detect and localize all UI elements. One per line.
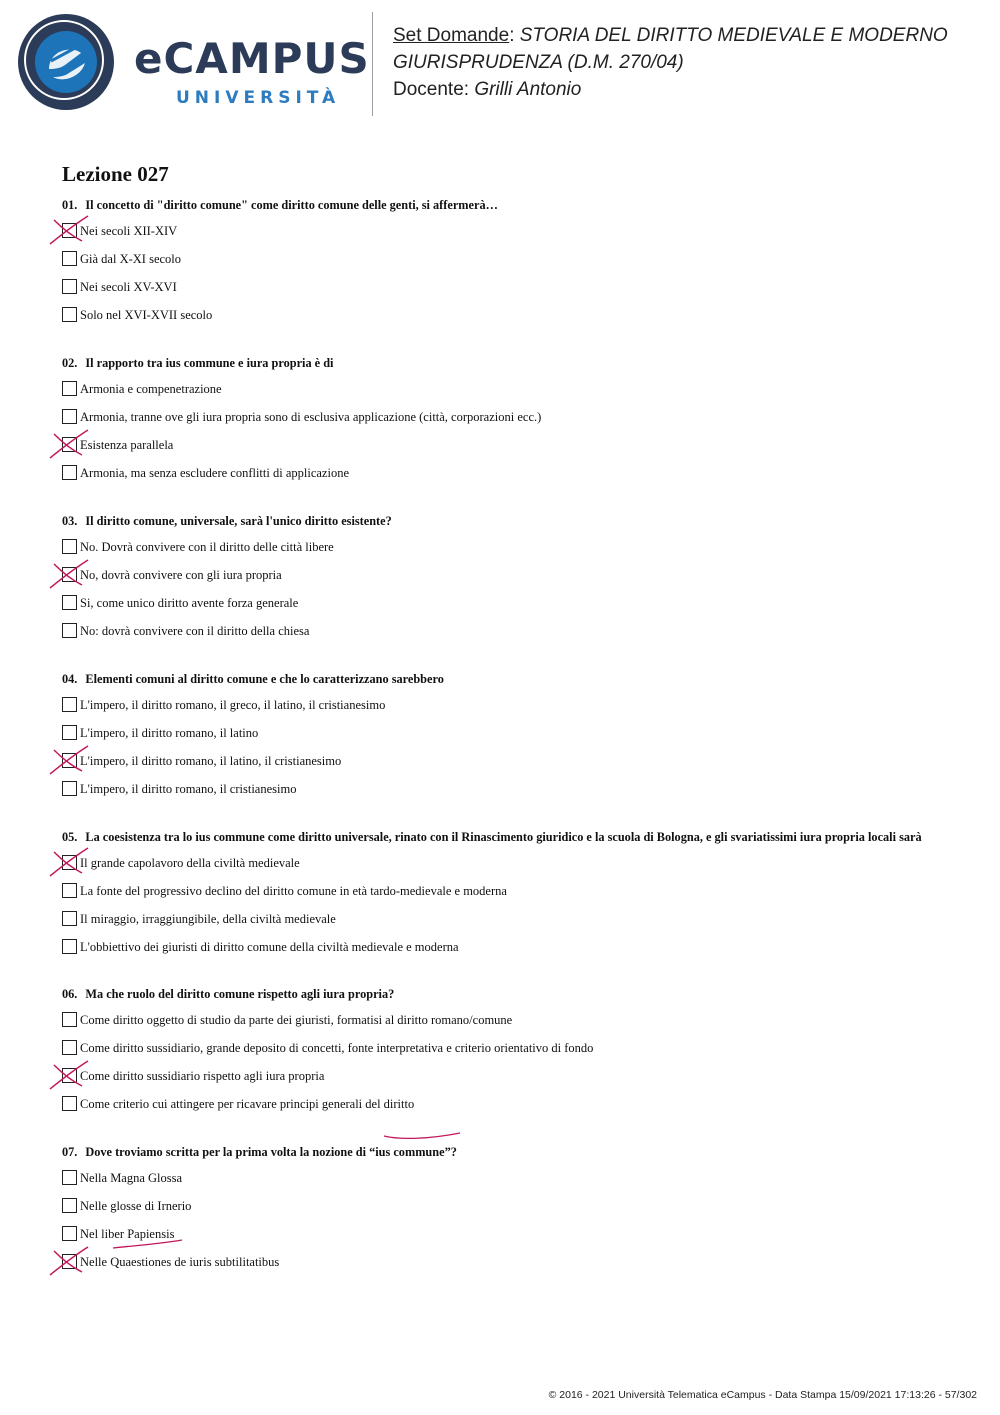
answer-checkbox[interactable] — [62, 595, 77, 610]
answer-option[interactable] — [62, 567, 942, 595]
answer-option[interactable] — [62, 939, 942, 967]
answer-checkbox[interactable] — [62, 381, 77, 396]
question-number: 02. — [62, 356, 78, 370]
answer-checkbox[interactable] — [62, 251, 77, 266]
answer-label: Il grande capolavoro della civiltà medievale — [80, 856, 300, 870]
question-block — [62, 514, 942, 651]
answer-option[interactable] — [62, 1012, 942, 1040]
answer-checkbox[interactable] — [62, 939, 77, 954]
page-footer: © 2016 - 2021 Università Telematica eCampus - Data Stampa 15/09/2021 17:13:26 - 57/302 — [548, 1389, 977, 1401]
answer-checkbox[interactable] — [62, 409, 77, 424]
question-block — [62, 672, 942, 809]
question-number: 03. — [62, 514, 78, 528]
answer-checkbox[interactable] — [62, 1170, 77, 1185]
answer-checkbox[interactable] — [62, 1012, 77, 1027]
answer-option[interactable] — [62, 1226, 942, 1254]
answer-checkbox[interactable] — [62, 911, 77, 926]
answer-label: Si, come unico diritto avente forza generale — [80, 596, 299, 610]
question-text: Il rapporto tra ius commune e iura propria è di — [85, 356, 334, 370]
answer-label: Nel liber Papiensis — [80, 1227, 175, 1241]
answer-checkbox[interactable] — [62, 465, 77, 480]
question-number: 05. — [62, 830, 78, 844]
answer-label: L'impero, il diritto romano, il latino, il cristianesimo — [80, 754, 342, 768]
question-number: 04. — [62, 672, 78, 686]
question-title — [62, 830, 942, 844]
answer-label: Come criterio cui attingere per ricavare principi generali del diritto — [80, 1097, 415, 1111]
set-separator: : — [509, 25, 520, 46]
answer-option[interactable] — [62, 279, 942, 307]
answer-label: Come diritto sussidiario, grande deposito di concetti, fonte interpretativa e criterio orientativo di fondo — [80, 1041, 594, 1055]
question-title — [62, 514, 942, 528]
question-text: Il diritto comune, universale, sarà l'unico diritto esistente? — [85, 514, 392, 528]
answer-option[interactable] — [62, 1170, 942, 1198]
question-title — [62, 987, 942, 1001]
answer-label: No, dovrà convivere con gli iura propria — [80, 568, 282, 582]
answer-option[interactable] — [62, 781, 942, 809]
course-info — [393, 22, 948, 103]
question-block — [62, 356, 942, 493]
answer-option[interactable] — [62, 753, 942, 781]
question-title — [62, 356, 942, 370]
answer-option[interactable] — [62, 883, 942, 911]
question-title — [62, 672, 942, 686]
question-text: Ma che ruolo del diritto comune rispetto agli iura propria? — [85, 987, 395, 1001]
question-title — [62, 1145, 942, 1159]
answer-option[interactable] — [62, 697, 942, 725]
question-number: 06. — [62, 987, 78, 1001]
answer-checkbox[interactable] — [62, 279, 77, 294]
answer-option[interactable] — [62, 855, 942, 883]
course-title: STORIA DEL DIRITTO MEDIEVALE E MODERNO — [519, 25, 948, 46]
answer-label: L'impero, il diritto romano, il greco, il latino, il cristianesimo — [80, 698, 386, 712]
answer-checkbox[interactable] — [62, 1040, 77, 1055]
answer-label: Come diritto sussidiario rispetto agli iura propria — [80, 1069, 325, 1083]
question-text: Elementi comuni al diritto comune e che lo caratterizzano sarebbero — [85, 672, 444, 686]
question-block — [62, 830, 942, 967]
answer-checkbox[interactable] — [62, 307, 77, 322]
answer-option[interactable] — [62, 595, 942, 623]
question-number: 01. — [62, 198, 78, 212]
question-block — [62, 987, 942, 1124]
teacher-label: Docente: — [393, 79, 475, 100]
answer-checkbox[interactable] — [62, 539, 77, 554]
answer-option[interactable] — [62, 223, 942, 251]
answer-option[interactable] — [62, 1068, 942, 1096]
answer-checkbox[interactable] — [62, 1096, 77, 1111]
teacher-name: Grilli Antonio — [474, 79, 582, 100]
answer-checkbox[interactable] — [62, 1226, 77, 1241]
answer-label: Nelle Quaestiones de iuris subtilitatibus — [80, 1255, 280, 1269]
answer-label: Esistenza parallela — [80, 438, 174, 452]
question-block — [62, 198, 942, 335]
answer-label: Solo nel XVI-XVII secolo — [80, 308, 213, 322]
answer-label: L'impero, il diritto romano, il latino — [80, 726, 259, 740]
logo-wordmark: eCAMPUS — [134, 34, 370, 83]
answer-option[interactable] — [62, 911, 942, 939]
answer-option[interactable] — [62, 1096, 942, 1124]
answer-option[interactable] — [62, 1198, 942, 1226]
answer-option[interactable] — [62, 1254, 942, 1282]
answer-label: Già dal X-XI secolo — [80, 252, 182, 266]
answer-label: L'impero, il diritto romano, il cristianesimo — [80, 782, 297, 796]
question-title — [62, 198, 942, 212]
answer-label: Come diritto oggetto di studio da parte dei giuristi, formatisi al diritto romano/comune — [80, 1013, 513, 1027]
answer-label: Armonia e compenetrazione — [80, 382, 222, 396]
answer-label: L'obbiettivo dei giuristi di diritto comune della civiltà medievale e moderna — [80, 940, 459, 954]
header-divider — [372, 12, 373, 116]
document-header — [0, 0, 1000, 130]
answer-checkbox[interactable] — [62, 697, 77, 712]
answer-option[interactable] — [62, 437, 942, 465]
question-list — [62, 198, 942, 1303]
question-text: Dove troviamo scritta per la prima volta la nozione di “ius commune”? — [85, 1145, 457, 1159]
answer-label: Nella Magna Glossa — [80, 1171, 183, 1185]
answer-checkbox[interactable] — [62, 1198, 77, 1213]
answer-label: Il miraggio, irraggiungibile, della civiltà medievale — [80, 912, 336, 926]
answer-option[interactable] — [62, 381, 942, 409]
lesson-title: Lezione 027 — [62, 162, 169, 186]
answer-label: Nelle glosse di Irnerio — [80, 1199, 192, 1213]
answer-option[interactable] — [62, 725, 942, 753]
answer-label: La fonte del progressivo declino del diritto comune in età tardo-medievale e moderna — [80, 884, 507, 898]
logo-subtitle: UNIVERSITÀ — [176, 88, 341, 108]
answer-option[interactable] — [62, 465, 942, 493]
course-degree: GIURISPRUDENZA (D.M. 270/04) — [393, 52, 684, 73]
answer-label: Armonia, ma senza escludere conflitti di applicazione — [80, 466, 349, 480]
answer-label: Nei secoli XII-XIV — [80, 224, 178, 238]
question-text: Il concetto di "diritto comune" come diritto comune delle genti, si affermerà… — [85, 198, 498, 212]
answer-checkbox[interactable] — [62, 883, 77, 898]
answer-option[interactable] — [62, 623, 942, 651]
question-block — [62, 1145, 942, 1282]
question-number: 07. — [62, 1145, 78, 1159]
question-text: La coesistenza tra lo ius commune come diritto universale, rinato con il Rinascimento giuridico e la scuola di Bologna, e gli svariatissimi iura propria locali sarà — [85, 830, 922, 844]
answer-option[interactable] — [62, 409, 942, 437]
answer-option[interactable] — [62, 307, 942, 335]
answer-checkbox[interactable] — [62, 725, 77, 740]
answer-checkbox[interactable] — [62, 623, 77, 638]
answer-label: No: dovrà convivere con il diritto della chiesa — [80, 624, 310, 638]
answer-option[interactable] — [62, 251, 942, 279]
answer-label: Nei secoli XV-XVI — [80, 280, 177, 294]
answer-option[interactable] — [62, 1040, 942, 1068]
answer-label: Armonia, tranne ove gli iura propria sono di esclusiva applicazione (città, corporazioni ecc.) — [80, 410, 542, 424]
set-label: Set Domande — [393, 25, 510, 46]
answer-option[interactable] — [62, 539, 942, 567]
answer-checkbox[interactable] — [62, 781, 77, 796]
ecampus-logo-emblem — [18, 14, 114, 110]
answer-label: No. Dovrà convivere con il diritto delle città libere — [80, 540, 334, 554]
